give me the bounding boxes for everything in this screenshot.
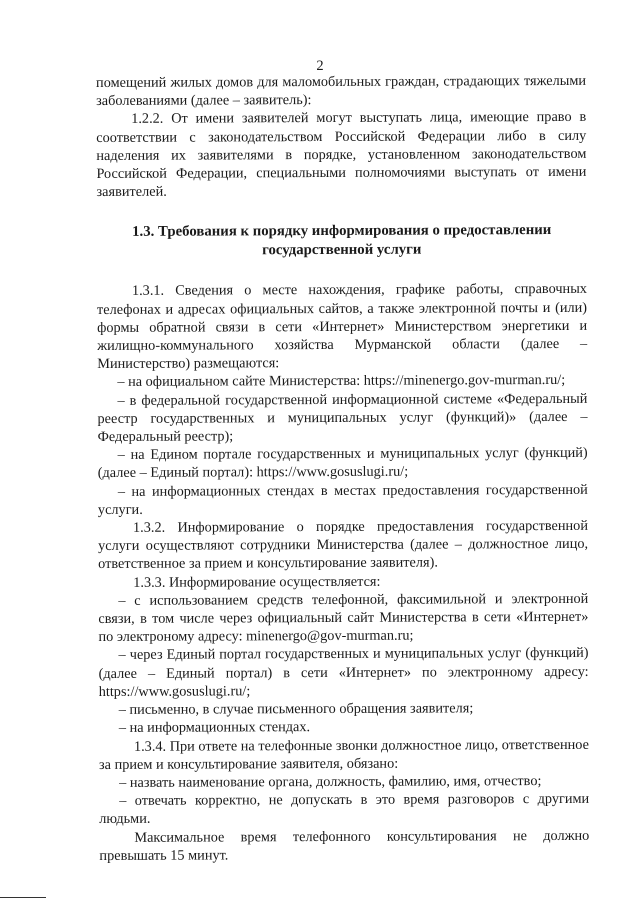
- page-number: 2: [316, 58, 324, 74]
- list-item-official-site: – на официальном сайте Министерства: https://minenergo.gov-murman.ru/;: [117, 372, 566, 391]
- list-item-info-stands: – на информационных стендах в местах предоставления государственной услуги.: [97, 481, 588, 518]
- list-item-unified-portal: – на Едином портале государственных и муниципальных услуг (функций) (далее – Единый портал): https://www.gosuslugi.ru/;: [97, 445, 588, 482]
- paragraph-applicants-end: помещений жилых домов для маломобильных граждан, страдающих тяжелыми заболеваниями (далее – заявитель):: [96, 72, 587, 110]
- list-item-answer-correctly: – отвечать корректно, не допускать в это время разговоров с другими людьми.: [99, 790, 590, 828]
- list-item-introduce-self: – назвать наименование органа, должность, фамилию, имя, отчество;: [119, 772, 542, 791]
- paragraph-max-consultation-time: Максимальное время телефонного консультирования не должно превышать 15 минут.: [99, 827, 590, 864]
- paragraph-1-3-1: 1.3.1. Сведения о месте нахождения, графике работы, справочных телефонах и адресах официальных сайтов, а также электронной почты и (или) формы обратной связи в сети «Интернет» Министерством энергетики и жилищно-коммунального хозяйства Мурманской области (далее – Министерство) размещаются:: [96, 281, 588, 373]
- paragraph-1-2-2: 1.2.2. От имени заявителей могут выступать лица, имеющие право в соответствии с законодательством Российской Федерации либо в силу наделения их заявителями в порядке, установленном законодательством Российской Федерации, специальными полномочиями выступать от имени заявителей.: [96, 109, 587, 201]
- list-item-via-unified-portal: – через Единый портал государственных и муниципальных услуг (функций) (далее – Единый портал) в сети «Интернет» по электронному адресу: https://www.gosuslugi.ru/;: [98, 645, 589, 700]
- list-item-phone-fax-email: – с использованием средств телефонной, факсимильной и электронной связи, в том числе через официальный сайт Министерства в сети «Интернет» по электроному адресу: minenergo@gov-murman.ru;: [98, 590, 589, 646]
- footer-rule: [0, 897, 46, 898]
- list-item-federal-registry: – в федеральной государственной информационной системе «Федеральный реестр государственных и муниципальных услуг (функций)» (далее – Федеральный реестр);: [97, 390, 588, 446]
- list-item-in-writing: – письменно, в случае письменного обращения заявителя;: [118, 700, 474, 719]
- paragraph-1-3-2: 1.3.2. Информирование о порядке предоставления государственной услуги осуществляют сотрудники Министерства (далее – должностное лицо, ответственное за прием и консультирование заявителя).: [98, 517, 589, 573]
- list-item-on-stands: – на информационных стендах.: [118, 719, 311, 737]
- paragraph-1-3-4: 1.3.4. При ответе на телефонные звонки должностное лицо, ответственное за прием и консультирование заявителя, обязано:: [98, 736, 589, 773]
- document-body: [96, 72, 589, 865]
- paragraph-1-3-3: 1.3.3. Информирование осуществляется:: [133, 573, 381, 591]
- section-heading-1-3: 1.3. Требования к порядку информирования о предоставлении государственной услуги: [132, 222, 552, 259]
